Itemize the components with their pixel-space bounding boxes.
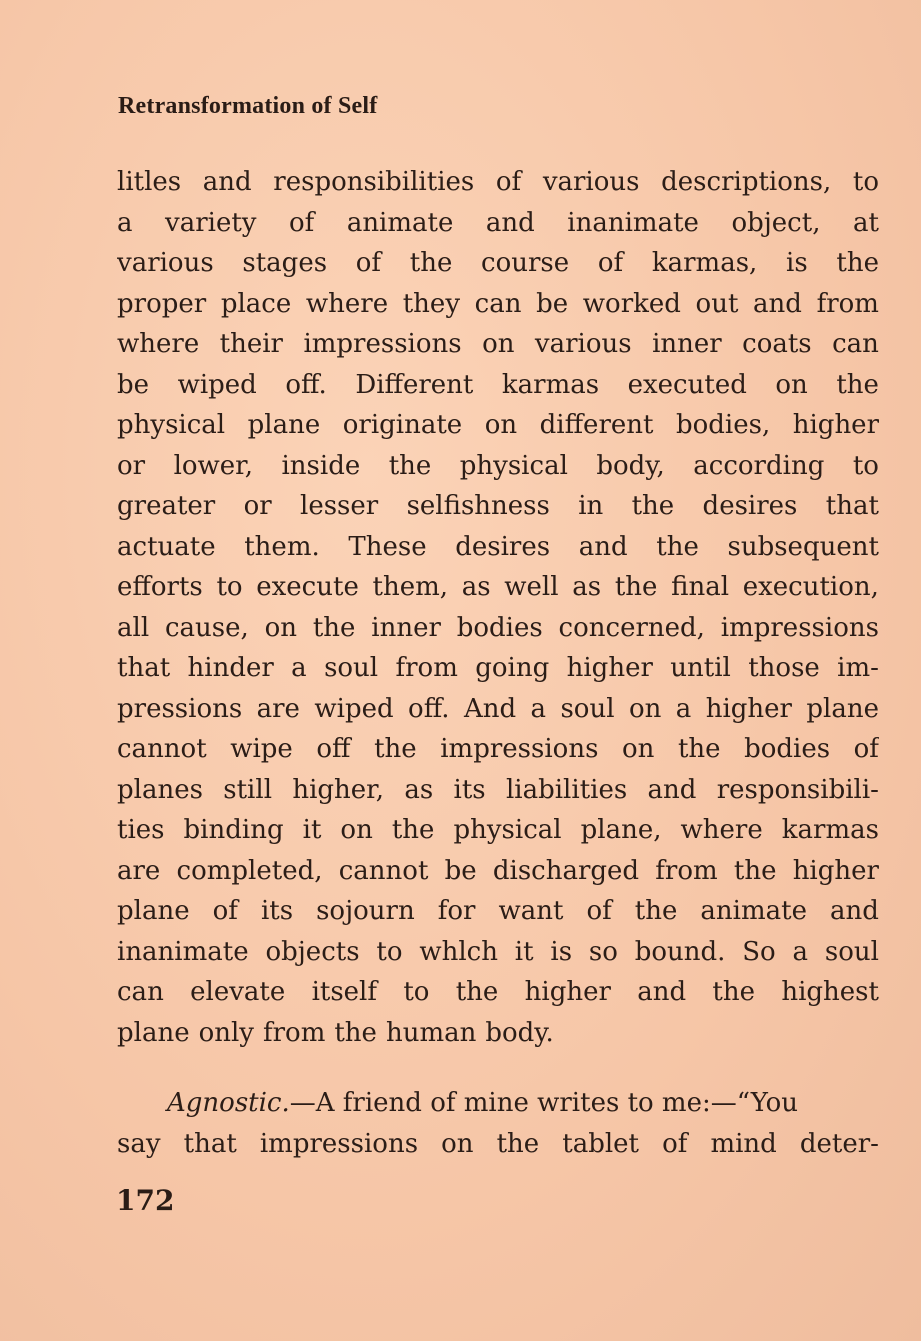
word: proper (117, 288, 207, 319)
word: from (655, 855, 718, 886)
word: karmas, (651, 248, 758, 278)
text-line (117, 891, 879, 932)
word: so (588, 936, 618, 967)
word: and (647, 774, 697, 805)
text-line (117, 689, 879, 730)
text-line (117, 1083, 879, 1124)
word: they (402, 288, 461, 319)
word: itself (311, 977, 377, 1007)
word: human (385, 1017, 477, 1048)
word: the (374, 734, 417, 764)
word: the (836, 369, 879, 400)
word: a (530, 693, 547, 724)
word: higher (792, 410, 879, 440)
word: highest (781, 977, 879, 1007)
word: litles (117, 167, 182, 197)
word: inner (652, 329, 722, 359)
word: elevate (190, 977, 286, 1007)
word: animate (700, 896, 807, 926)
word: cannot (338, 855, 429, 886)
word: different (539, 410, 654, 440)
word: the (733, 855, 777, 886)
text-line (117, 648, 879, 689)
word: lesser (300, 491, 379, 521)
text-line (117, 567, 879, 608)
word: to (852, 450, 879, 481)
text-line (117, 365, 879, 406)
text-line (117, 284, 879, 325)
word: its (260, 896, 294, 926)
word: wipe (230, 734, 293, 764)
word: higher (705, 693, 792, 724)
word: pressions (117, 693, 243, 724)
word: tablet (562, 1128, 640, 1159)
running-head: Retransformation of Self (118, 93, 378, 119)
word: it (514, 936, 534, 967)
word: plane (117, 896, 190, 926)
word: of (355, 248, 382, 278)
word: subsequent (727, 531, 879, 562)
word: that (825, 491, 879, 521)
word: all (117, 612, 150, 643)
word: are (117, 855, 161, 886)
word: be (117, 369, 150, 400)
word: until (670, 653, 731, 683)
text-line (117, 486, 879, 527)
word: desires (702, 491, 798, 521)
word: efforts (117, 572, 203, 602)
word: completed, (176, 855, 323, 886)
word: of (212, 896, 238, 926)
word: where (305, 288, 389, 319)
word: sojourn (316, 896, 415, 926)
word: where (680, 815, 763, 845)
word: bodies, (675, 410, 771, 440)
word: plane, (580, 815, 662, 845)
word: stages (242, 248, 328, 278)
word: on (340, 815, 373, 845)
word: off. (408, 693, 450, 724)
word: deter- (799, 1128, 879, 1159)
word: the (836, 248, 879, 278)
word: on (441, 1128, 474, 1159)
word: of (289, 207, 315, 238)
word: actuate (117, 531, 216, 562)
word: and (830, 896, 879, 926)
word: in (578, 491, 604, 521)
word: impressions (303, 329, 462, 359)
word: on (628, 693, 662, 724)
word: higher (792, 855, 879, 886)
word: a (792, 936, 809, 967)
word: responsibilities (273, 167, 475, 197)
word: a (291, 653, 307, 683)
word: inanimate (117, 936, 249, 967)
word: impressions (720, 612, 879, 643)
word: the (391, 815, 435, 845)
word: karmas (781, 815, 879, 845)
word: physical (117, 410, 226, 440)
word: soul (324, 653, 379, 683)
word: as (404, 774, 434, 805)
word: originate (342, 410, 463, 440)
word: the (409, 248, 453, 278)
word: planes (117, 774, 203, 805)
word: to (403, 977, 430, 1007)
word: wiped (177, 369, 257, 400)
word: whlch (419, 936, 498, 967)
word: ties (117, 815, 165, 845)
paragraph-gap (117, 1053, 879, 1083)
text-line (117, 1124, 879, 1165)
word: course (481, 248, 570, 278)
word: and (202, 167, 252, 197)
word: desires (455, 531, 551, 562)
word: variety (165, 207, 257, 238)
word: their (219, 329, 283, 359)
word: selfishness (406, 491, 550, 521)
word: the (312, 612, 356, 643)
word: higher, (292, 774, 385, 805)
word: lower, (173, 450, 254, 481)
word: as (572, 572, 602, 602)
word: plane (247, 410, 321, 440)
paragraph-2 (117, 1083, 879, 1164)
word: of (662, 1128, 688, 1159)
word: the (614, 572, 658, 602)
word: plane (117, 1017, 190, 1048)
word: final (671, 572, 730, 602)
word: the (496, 1128, 540, 1159)
text-line (117, 405, 879, 446)
word: higher (566, 653, 653, 683)
word: plane (806, 693, 879, 724)
word: cannot (117, 734, 207, 764)
word: a (675, 693, 692, 724)
word: and (637, 977, 687, 1007)
word: bodies (744, 734, 831, 764)
word: want (498, 896, 564, 926)
word: liabilities (505, 774, 628, 805)
word: the (677, 734, 721, 764)
word: various (542, 167, 640, 197)
word: physical (453, 815, 562, 845)
word: soul (824, 936, 879, 967)
word: off. (285, 369, 327, 400)
word: those (748, 653, 820, 683)
body-text (117, 162, 879, 1164)
word: the (631, 491, 675, 521)
word: bodies (456, 612, 543, 643)
word: place (220, 288, 292, 319)
word: for (437, 896, 476, 926)
word: These (348, 531, 427, 562)
word: and (578, 531, 628, 562)
text-line (117, 243, 879, 284)
word: impressions (440, 734, 599, 764)
word: say (117, 1128, 161, 1159)
word: various (534, 329, 632, 359)
word: physical (459, 450, 568, 481)
page-number: 172 (116, 1184, 175, 1217)
paragraph-1 (117, 162, 879, 1053)
word: im- (837, 653, 879, 683)
word: on (621, 734, 655, 764)
word: the (455, 977, 499, 1007)
speaker-label: Agnostic. (167, 1088, 290, 1118)
word: mind (710, 1128, 777, 1159)
word: coats (742, 329, 812, 359)
word: execution, (742, 572, 879, 602)
word: the (712, 977, 756, 1007)
word: and (485, 207, 535, 238)
word: to (852, 167, 879, 197)
word: from (816, 288, 879, 319)
word: off (316, 734, 351, 764)
word: of (853, 734, 879, 764)
word: from (395, 653, 458, 683)
text-line (117, 932, 879, 973)
word: And (463, 693, 517, 724)
word: can (832, 329, 879, 359)
word: soul (560, 693, 615, 724)
word: be (444, 855, 477, 886)
word: animate (346, 207, 454, 238)
word: inner (371, 612, 441, 643)
word: to (376, 936, 403, 967)
word: the (656, 531, 699, 562)
text-line (117, 972, 879, 1013)
word: on (482, 329, 515, 359)
text-line (117, 203, 879, 244)
word: where (117, 329, 200, 359)
word: according (693, 450, 825, 481)
word: are (256, 693, 300, 724)
word: be (536, 288, 569, 319)
word: a (117, 207, 133, 238)
word: them. (244, 531, 320, 562)
word: karmas (501, 369, 600, 400)
word: only (198, 1017, 254, 1048)
word: of (586, 896, 612, 926)
word: on (264, 612, 298, 643)
word: bound. (634, 936, 726, 967)
word: can (474, 288, 522, 319)
text-line (117, 851, 879, 892)
word: and (753, 288, 802, 319)
word: So (742, 936, 776, 967)
word: impressions (259, 1128, 419, 1159)
word: higher (524, 977, 611, 1007)
word: discharged (492, 855, 640, 886)
word: the (388, 450, 432, 481)
word: of (495, 167, 522, 197)
word: to (216, 572, 243, 602)
word: as (461, 572, 491, 602)
word: objects (265, 936, 360, 967)
word: out (695, 288, 739, 319)
word: Different (355, 369, 474, 400)
word: its (453, 774, 486, 805)
text-line (117, 810, 879, 851)
word: the (334, 1017, 377, 1048)
word: from (263, 1017, 326, 1048)
text-line (117, 446, 879, 487)
word: going (475, 653, 550, 683)
text-line (117, 770, 879, 811)
word: various (117, 248, 214, 278)
word: inanimate (567, 207, 699, 238)
word: responsibili- (716, 774, 879, 805)
text-line (117, 527, 879, 568)
paragraph-2-line-1: —A friend of mine writes to me:—“You (289, 1088, 799, 1118)
word: is (786, 248, 808, 278)
word: is (550, 936, 573, 967)
text-line (117, 608, 879, 649)
word: wiped (314, 693, 394, 724)
word: hinder (187, 653, 274, 683)
word: body. (485, 1017, 554, 1048)
text-line (117, 162, 879, 203)
word: descriptions, (661, 167, 832, 197)
word: inside (281, 450, 361, 481)
word: of (597, 248, 624, 278)
word: it (302, 815, 322, 845)
word: executed (627, 369, 747, 400)
word: concerned, (558, 612, 705, 643)
word: cause, (164, 612, 249, 643)
word: can (117, 977, 164, 1007)
word: or (243, 491, 272, 521)
word: worked (582, 288, 681, 319)
word: them, (372, 572, 449, 602)
word: the (634, 896, 678, 926)
word: that (183, 1128, 237, 1159)
word: that (117, 653, 171, 683)
text-line (117, 324, 879, 365)
word: binding (183, 815, 284, 845)
text-line (117, 1013, 879, 1054)
word: at (852, 207, 879, 238)
word: or (117, 450, 146, 481)
word: well (504, 572, 559, 602)
text-line (117, 729, 879, 770)
word: object, (731, 207, 821, 238)
word: on (775, 369, 808, 400)
word: greater (117, 491, 216, 521)
word: body, (596, 450, 665, 481)
word: on (484, 410, 518, 440)
word: execute (256, 572, 359, 602)
word: still (223, 774, 273, 805)
